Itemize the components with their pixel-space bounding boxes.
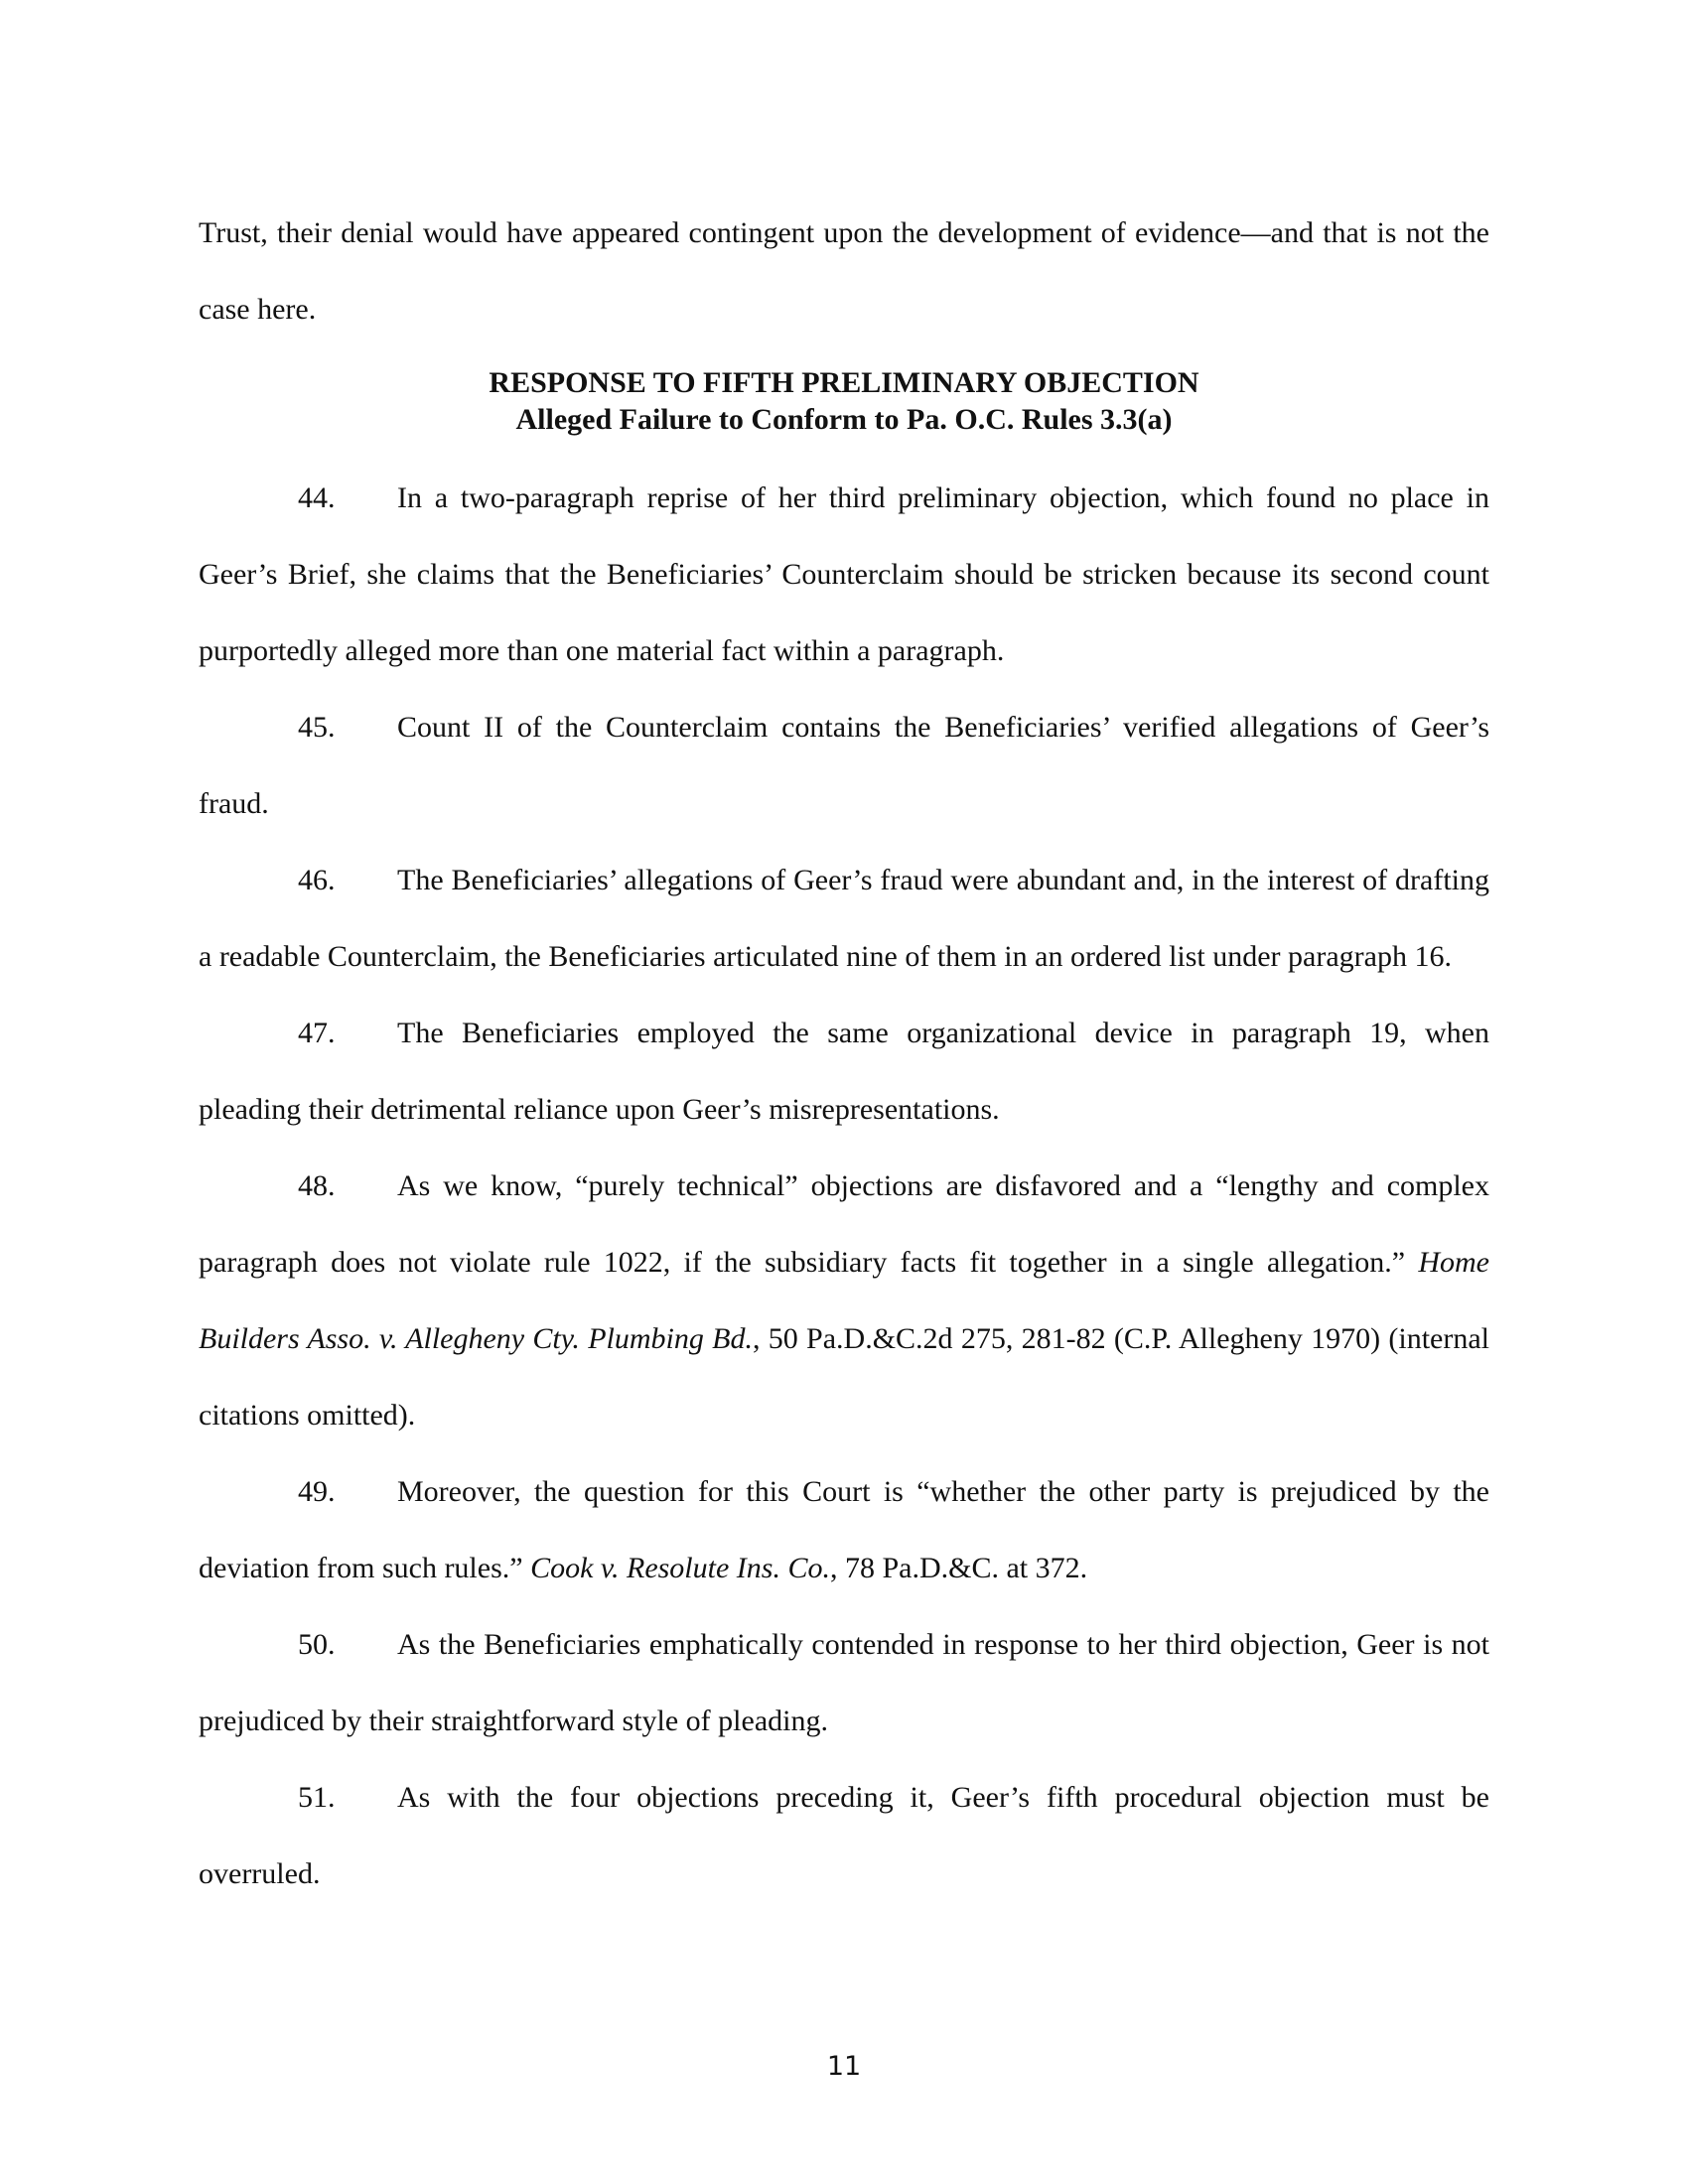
paragraph-48 <box>199 1148 1489 1453</box>
paragraph-51 <box>199 1759 1489 1912</box>
paragraph-46 <box>199 842 1489 995</box>
case-citation: Home Builders Asso. v. Allegheny Cty. Plumbing Bd. <box>199 1246 1489 1355</box>
paragraph-text: In a two-paragraph reprise of her third preliminary objection, which found no place in Geer’s Brief, she claims that the Beneficiaries’ Counterclaim should be stricken because its second count purportedly alleged more than one material fact within a paragraph. <box>199 481 1489 667</box>
paragraph-text: The Beneficiaries’ allegations of Geer’s fraud were abundant and, in the interest of drafting a readable Counterclaim, the Beneficiaries articulated nine of them in an ordered list under paragraph 16. <box>199 864 1489 973</box>
paragraph-text: As we know, “purely technical” objections are disfavored and a “lengthy and complex paragraph does not violate rule 1022, if the subsidiary facts fit together in a single allegation.” <box>199 1169 1489 1279</box>
paragraph-text: As with the four objections preceding it, Geer’s fifth procedural objection must be overruled. <box>199 1781 1489 1890</box>
case-citation: Cook v. Resolute Ins. Co. <box>530 1552 830 1584</box>
section-heading <box>199 364 1489 438</box>
paragraph-number: 51. <box>298 1781 336 1814</box>
paragraph-44 <box>199 460 1489 689</box>
heading-line-2: Alleged Failure to Conform to Pa. O.C. Rules 3.3(a) <box>515 403 1173 436</box>
paragraph-number: 48. <box>298 1169 336 1202</box>
paragraph-47 <box>199 995 1489 1148</box>
paragraph-49 <box>199 1453 1489 1606</box>
paragraph-number: 44. <box>298 481 336 514</box>
paragraph-text: Moreover, the question for this Court is “whether the other party is prejudiced by the deviation from such rules.” <box>199 1475 1489 1584</box>
paragraph-number: 47. <box>298 1017 336 1049</box>
paragraph-number: 46. <box>298 864 336 896</box>
paragraph-number: 45. <box>298 711 336 744</box>
paragraph-number: 50. <box>298 1628 336 1661</box>
paragraph-45 <box>199 689 1489 842</box>
intro-paragraph: Trust, their denial would have appeared contingent upon the development of evidence—and that is not the case here. <box>199 216 1489 326</box>
paragraph-text: Count II of the Counterclaim contains the Beneficiaries’ verified allegations of Geer’s fraud. <box>199 711 1489 820</box>
paragraph-text: The Beneficiaries employed the same organizational device in paragraph 19, when pleading their detrimental reliance upon Geer’s misrepresentations. <box>199 1017 1489 1126</box>
page-number: 11 <box>826 2051 862 2082</box>
paragraph-number: 49. <box>298 1475 336 1508</box>
paragraph-text-continued: , 78 Pa.D.&C. at 372. <box>829 1552 1088 1584</box>
document-body <box>199 195 1489 1912</box>
heading-line-1: RESPONSE TO FIFTH PRELIMINARY OBJECTION <box>489 366 1199 399</box>
paragraph-50 <box>199 1606 1489 1759</box>
paragraph-text: As the Beneficiaries emphatically contended in response to her third objection, Geer is not prejudiced by their straightforward style of pleading. <box>199 1628 1489 1737</box>
paragraph-text-continued: , 50 Pa.D.&C.2d 275, 281-82 (C.P. Allegheny 1970) (internal citations omitted). <box>199 1322 1489 1432</box>
